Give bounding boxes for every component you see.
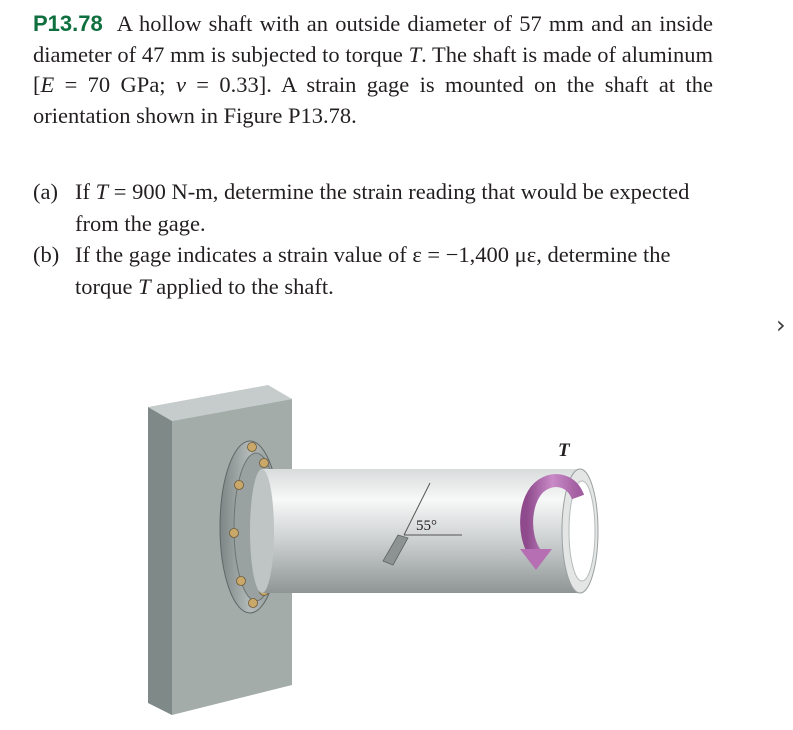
problem-parts [33,176,713,302]
modulus-symbol: E [40,72,55,97]
part-a-pre: If [75,179,96,204]
part-a-post: = 900 N-m, determine the strain reading that would be expected from the gage. [75,179,690,236]
poisson-symbol: ν [175,72,186,97]
angle-label: 55° [416,518,437,534]
bolt [230,529,239,538]
next-arrow-icon[interactable]: › [776,311,786,339]
torque-symbol: T [408,41,422,67]
torque-label: T [558,440,570,461]
part-b-label: (b) [33,242,60,267]
problem-text-3: = 70 GPa; [54,72,176,97]
part-a [33,176,713,239]
part-b [33,239,713,302]
shaft-root [250,469,274,593]
problem-number: P13.78 [33,11,103,36]
shaft-figure [140,385,620,715]
bolt [260,459,269,468]
problem-text-1: A hollow shaft with an outside diameter of 57 mm and an inside diameter of 47 mm is subjected to torque [33,11,713,67]
problem-text-2: . The shaft is made of aluminum [ [33,41,713,97]
bolt [248,443,257,452]
part-a-symbol: T [95,179,109,204]
bolt [249,599,258,608]
bolt [235,481,244,490]
part-b-symbol: T [138,273,151,299]
wall-side-face [148,407,172,715]
bolt [237,577,246,586]
part-b-pre: If the gage indicates a strain value of ε = −1,400 με, determine the torque [75,242,671,299]
problem-statement [33,9,713,131]
part-b-post: applied to the shaft. [150,273,334,299]
part-a-label: (a) [33,179,58,204]
problem-text-4: = 0.33]. A strain gage is mounted on the shaft at the orientation shown in Figure P13.78. [33,72,713,128]
